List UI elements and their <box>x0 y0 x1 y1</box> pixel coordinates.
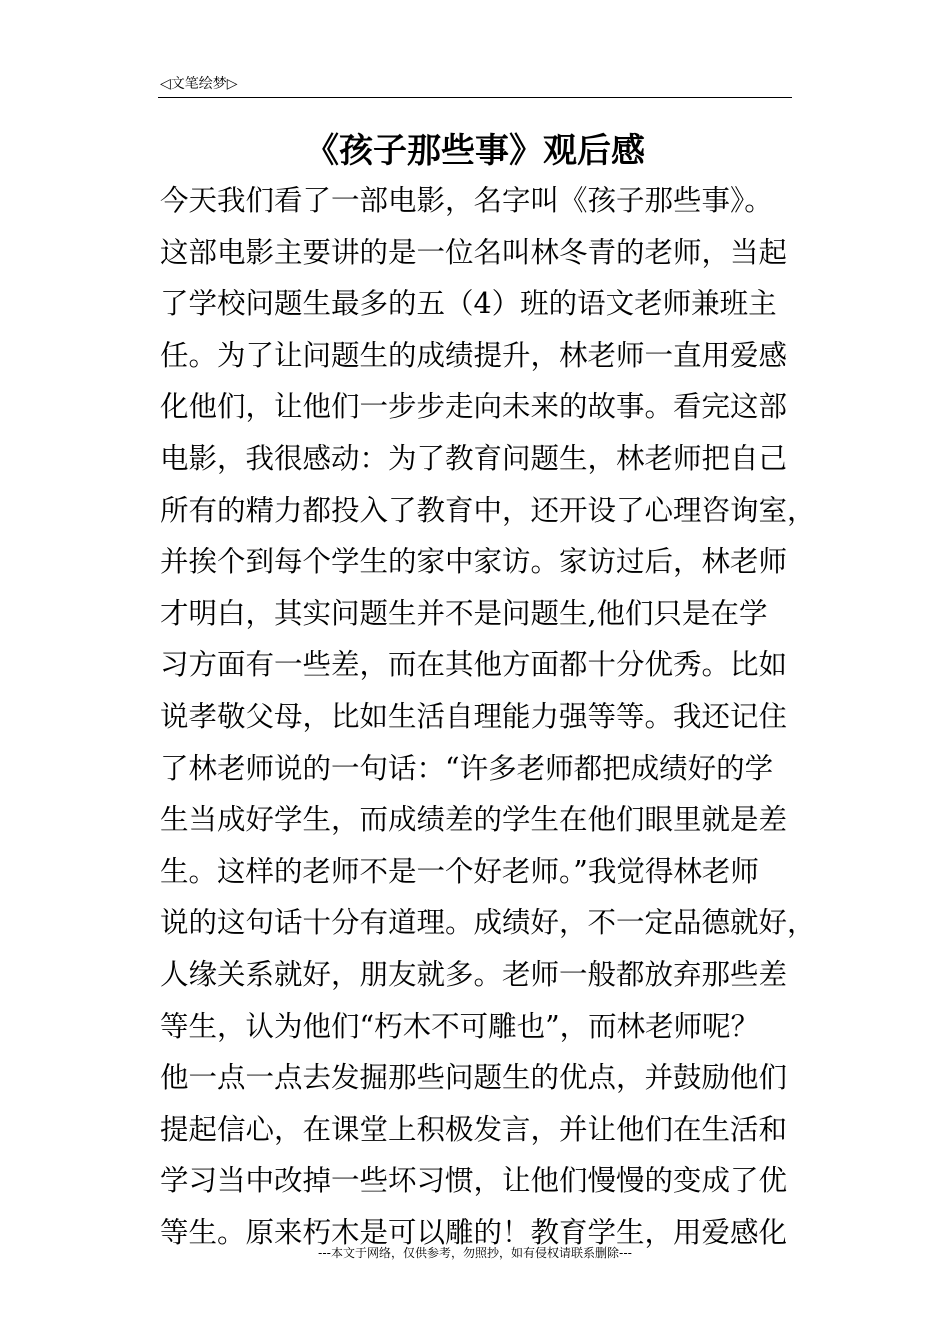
body-line: 提起信心，在课堂上积极发言，并让他们在生活和 <box>160 1112 788 1146</box>
body-line: 所有的精力都投入了教育中，还开设了心理咨询室， <box>160 493 816 527</box>
body-line: 他一点一点去发掘那些问题生的优点，并鼓励他们 <box>160 1061 788 1095</box>
body-line: 这部电影主要讲的是一位名叫林冬青的老师，当起 <box>160 235 788 269</box>
header-brand: ◁文笔绘梦▷ <box>160 76 238 92</box>
body-line: 生。这样的老师不是一个好老师。”我觉得林老师 <box>160 854 759 888</box>
body-line: 电影，我很感动：为了教育问题生，林老师把自己 <box>160 441 788 475</box>
body-line: 习方面有一些差，而在其他方面都十分优秀。比如 <box>160 648 788 682</box>
header-divider <box>158 97 792 98</box>
body-line: 生当成好学生，而成绩差的学生在他们眼里就是差 <box>160 803 788 837</box>
document-body <box>160 181 820 1264</box>
footer-notice: ---本文于网络，仅供参考，勿照抄，如有侵权请联系删除--- <box>318 1246 632 1260</box>
body-line: 学习当中改掉一些坏习惯，让他们慢慢的变成了优 <box>160 1164 788 1198</box>
document-title: 《孩子那些事》观后感 <box>305 131 645 171</box>
body-line: 等生，认为他们“朽木不可雕也”，而林老师呢？ <box>160 1009 760 1043</box>
body-line: 今天我们看了一部电影，名字叫《孩子那些事》。 <box>160 184 773 217</box>
body-line: 才明白，其实问题生并不是问题生,他们只是在学 <box>160 596 768 630</box>
body-line: 并挨个到每个学生的家中家访。家访过后，林老师 <box>160 545 788 579</box>
body-line: 说的这句话十分有道理。成绩好，不一定品德就好， <box>160 906 816 940</box>
body-line: 了林老师说的一句话：“许多老师都把成绩好的学 <box>160 751 774 785</box>
body-line: 了学校问题生最多的五（4）班的语文老师兼班主 <box>160 287 777 321</box>
body-line: 化他们，让他们一步步走向未来的故事。看完这部 <box>160 390 788 424</box>
body-line: 说孝敬父母，比如生活自理能力强等等。我还记住 <box>160 699 788 733</box>
body-line: 人缘关系就好，朋友就多。老师一般都放弃那些差 <box>160 957 788 991</box>
body-line: 等生。原来朽木是可以雕的！教育学生，用爱感化 <box>160 1215 788 1249</box>
body-line: 任。为了让问题生的成绩提升，林老师一直用爱感 <box>160 338 788 372</box>
